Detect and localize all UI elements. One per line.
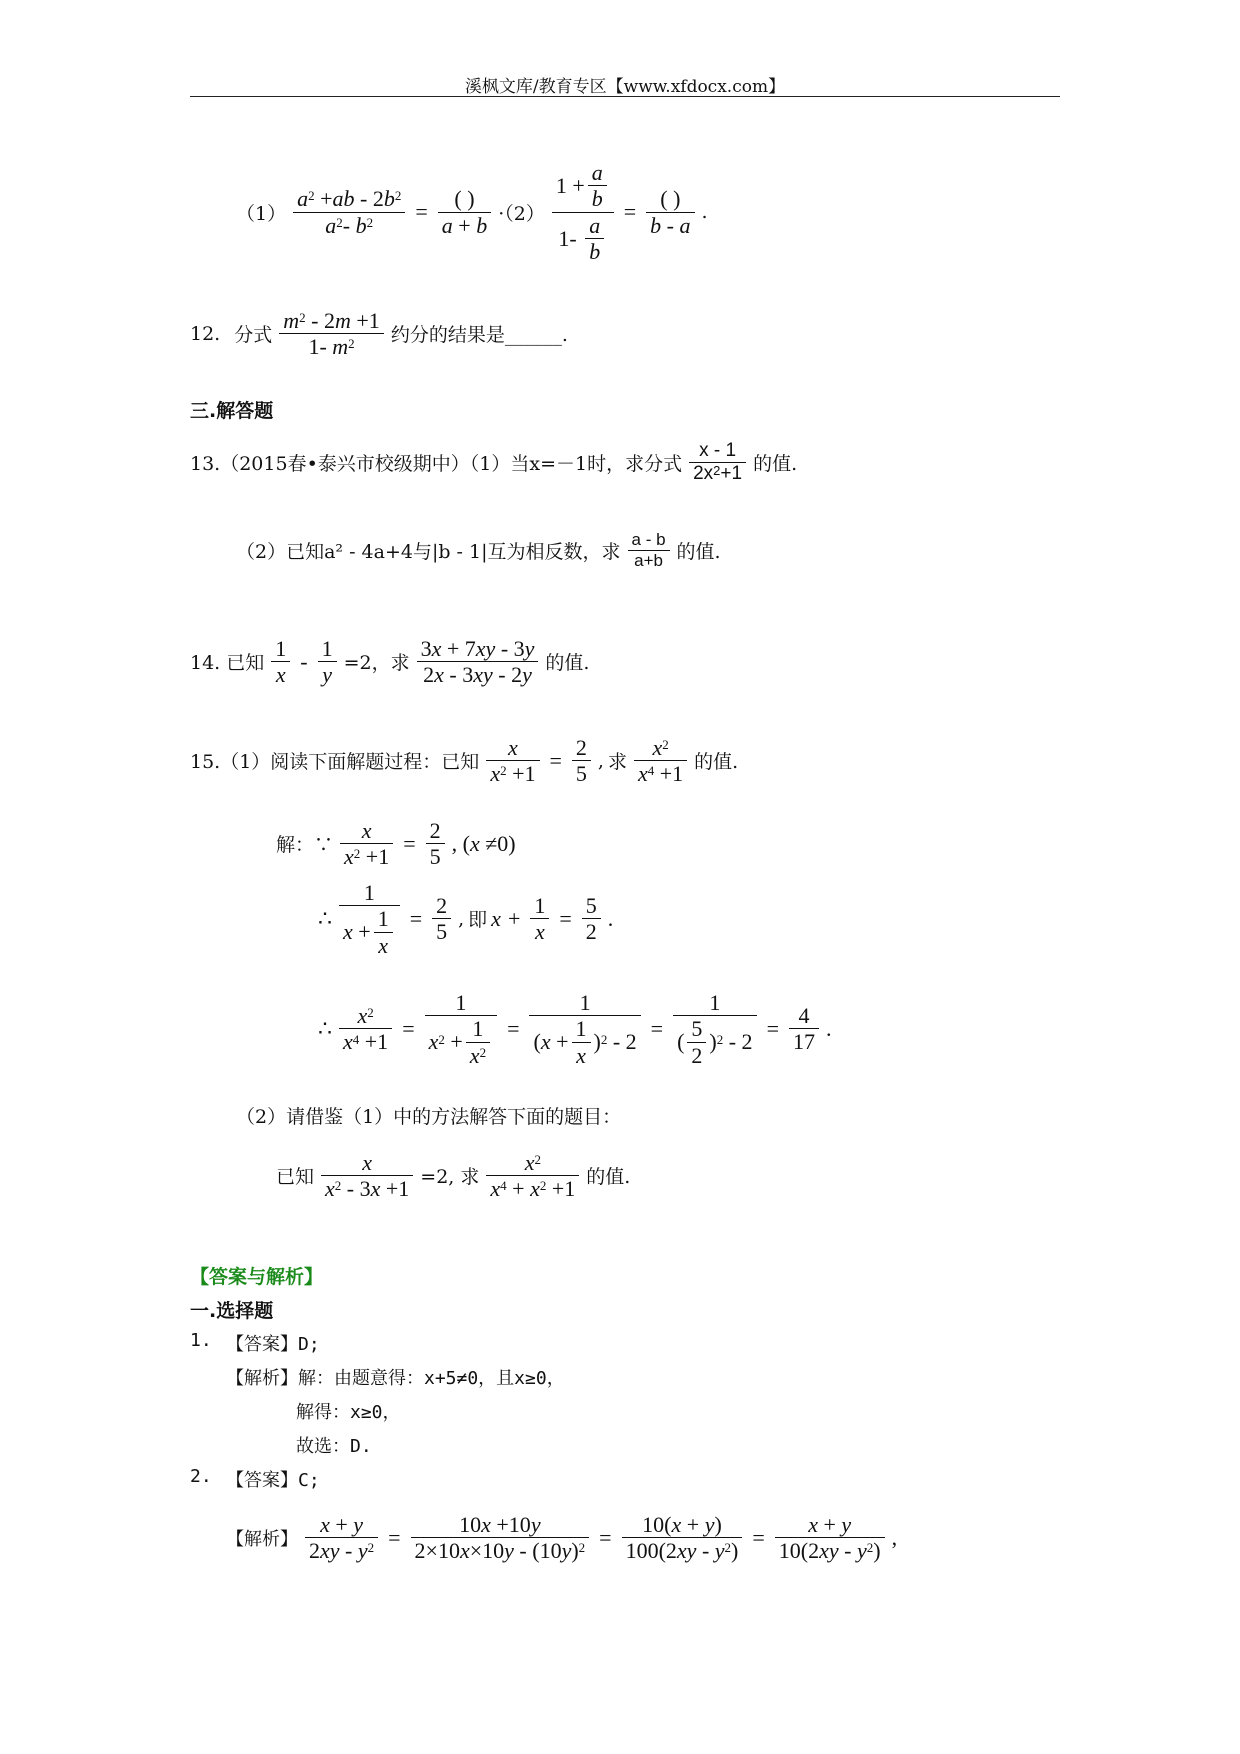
section-3-title: 三.解答题 <box>190 400 274 422</box>
q15-line1: 15.（1）阅读下面解题过程：已知 x x 2 +1 = $\frac{2}{5}$ , 求 x 2 x 4 +1 的值. <box>190 735 739 787</box>
a2-analysis: 【解析】 x + y 2 xy - y 2 = 10 x +10 y 2×10 x ×10 y - (10 y ) 2 = 10( x + y ) 100(2 xy - y 2 ) = x + y 10(2 xy - y 2 ) , <box>226 1512 898 1564</box>
q13-frac-1: x - 1 2x 2 +1 <box>689 440 746 485</box>
q11-frac-4: ( ) b - a <box>646 186 694 238</box>
q12-line: 12. 分式 m 2 - 2 m +1 1- m 2 约分的结果是______. <box>190 308 568 360</box>
q11-part1-label: （1） <box>236 202 287 225</box>
a2-answer: 【答案】C; <box>226 1470 320 1491</box>
q15-sol-step3: ∴ x 2 x 4 +1 = 1 x 2 + 1 x 2 = 1 ( x + $\frac{1}{x}$ ) 2 - 2 = 1 ( $\frac{5}{2}$ ) 2 - 2 = $\frac{4}{17}$ . <box>318 990 832 1068</box>
q13-part2: （2）已知a² - 4a+4与|b - 1|互为相反数，求 $\frac{a - b}{a+b}$ 的值. <box>236 530 721 570</box>
q15-sol-step2: ∴ 1 x + $\frac{1}{x}$ = $\frac{2}{5}$ , 即 x + $\frac{1}{x}$ = $\frac{5}{2}$ . <box>318 880 614 958</box>
answers-title: 【答案与解析】 <box>190 1266 324 1288</box>
q11-part2-label: ·（2） <box>498 202 545 225</box>
a1-analysis: 【解析】解：由题意得：x+5≠0，且x≥0， <box>226 1368 565 1389</box>
q15-part2-label: （2）请借鉴（1）中的方法解答下面的题目： <box>236 1106 622 1128</box>
q15-sol-step1: 解：∵ x x 2 +1 = $\frac{2}{5}$ , (x ≠0) <box>276 818 516 870</box>
q11-line: （1） a 2 + ab - 2 b 2 a 2 - b 2 = ( ) a + b ·（2） 1 + $\frac{a}{b}$ 1- $\frac{a}{b}$ = ( ) b - a . <box>236 160 708 264</box>
q12-frac: m 2 - 2 m +1 1- m 2 <box>279 308 384 360</box>
q15-part2-eq: 已知 x x 2 - 3 x +1 =2, 求 x 2 x 4 + x 2 +1 的值. <box>276 1150 631 1202</box>
a1-answer: 【答案】D; <box>226 1334 320 1355</box>
header-rule <box>190 96 1060 97</box>
q11-frac-3: 1 + $\frac{a}{b}$ 1- $\frac{a}{b}$ <box>552 160 614 264</box>
q13-part1: 13.（2015春•泰兴市校级期中）（1）当x=－1时，求分式 x - 1 2x 2 +1 的值. <box>190 440 798 484</box>
q11-frac-2: ( ) a + b <box>438 186 491 238</box>
page-header: 溪枫文库/教育专区【www.xfdocx.com】 <box>464 77 786 97</box>
answers-sec1: 一.选择题 <box>190 1300 274 1322</box>
q13-frac-2: $\frac{a - b}{a+b}$ <box>628 530 670 570</box>
q14-line: 14. 已知 $\frac{1}{x}$ - $\frac{1}{y}$ =2，求 3 x + 7 xy - 3 y 2 x - 3 xy - 2 y 的值. <box>190 636 590 688</box>
q14-frac: 3 x + 7 xy - 3 y 2 x - 3 xy - 2 y <box>417 636 539 688</box>
q11-frac-1: a 2 + ab - 2 b 2 a 2 - b 2 <box>293 186 405 238</box>
